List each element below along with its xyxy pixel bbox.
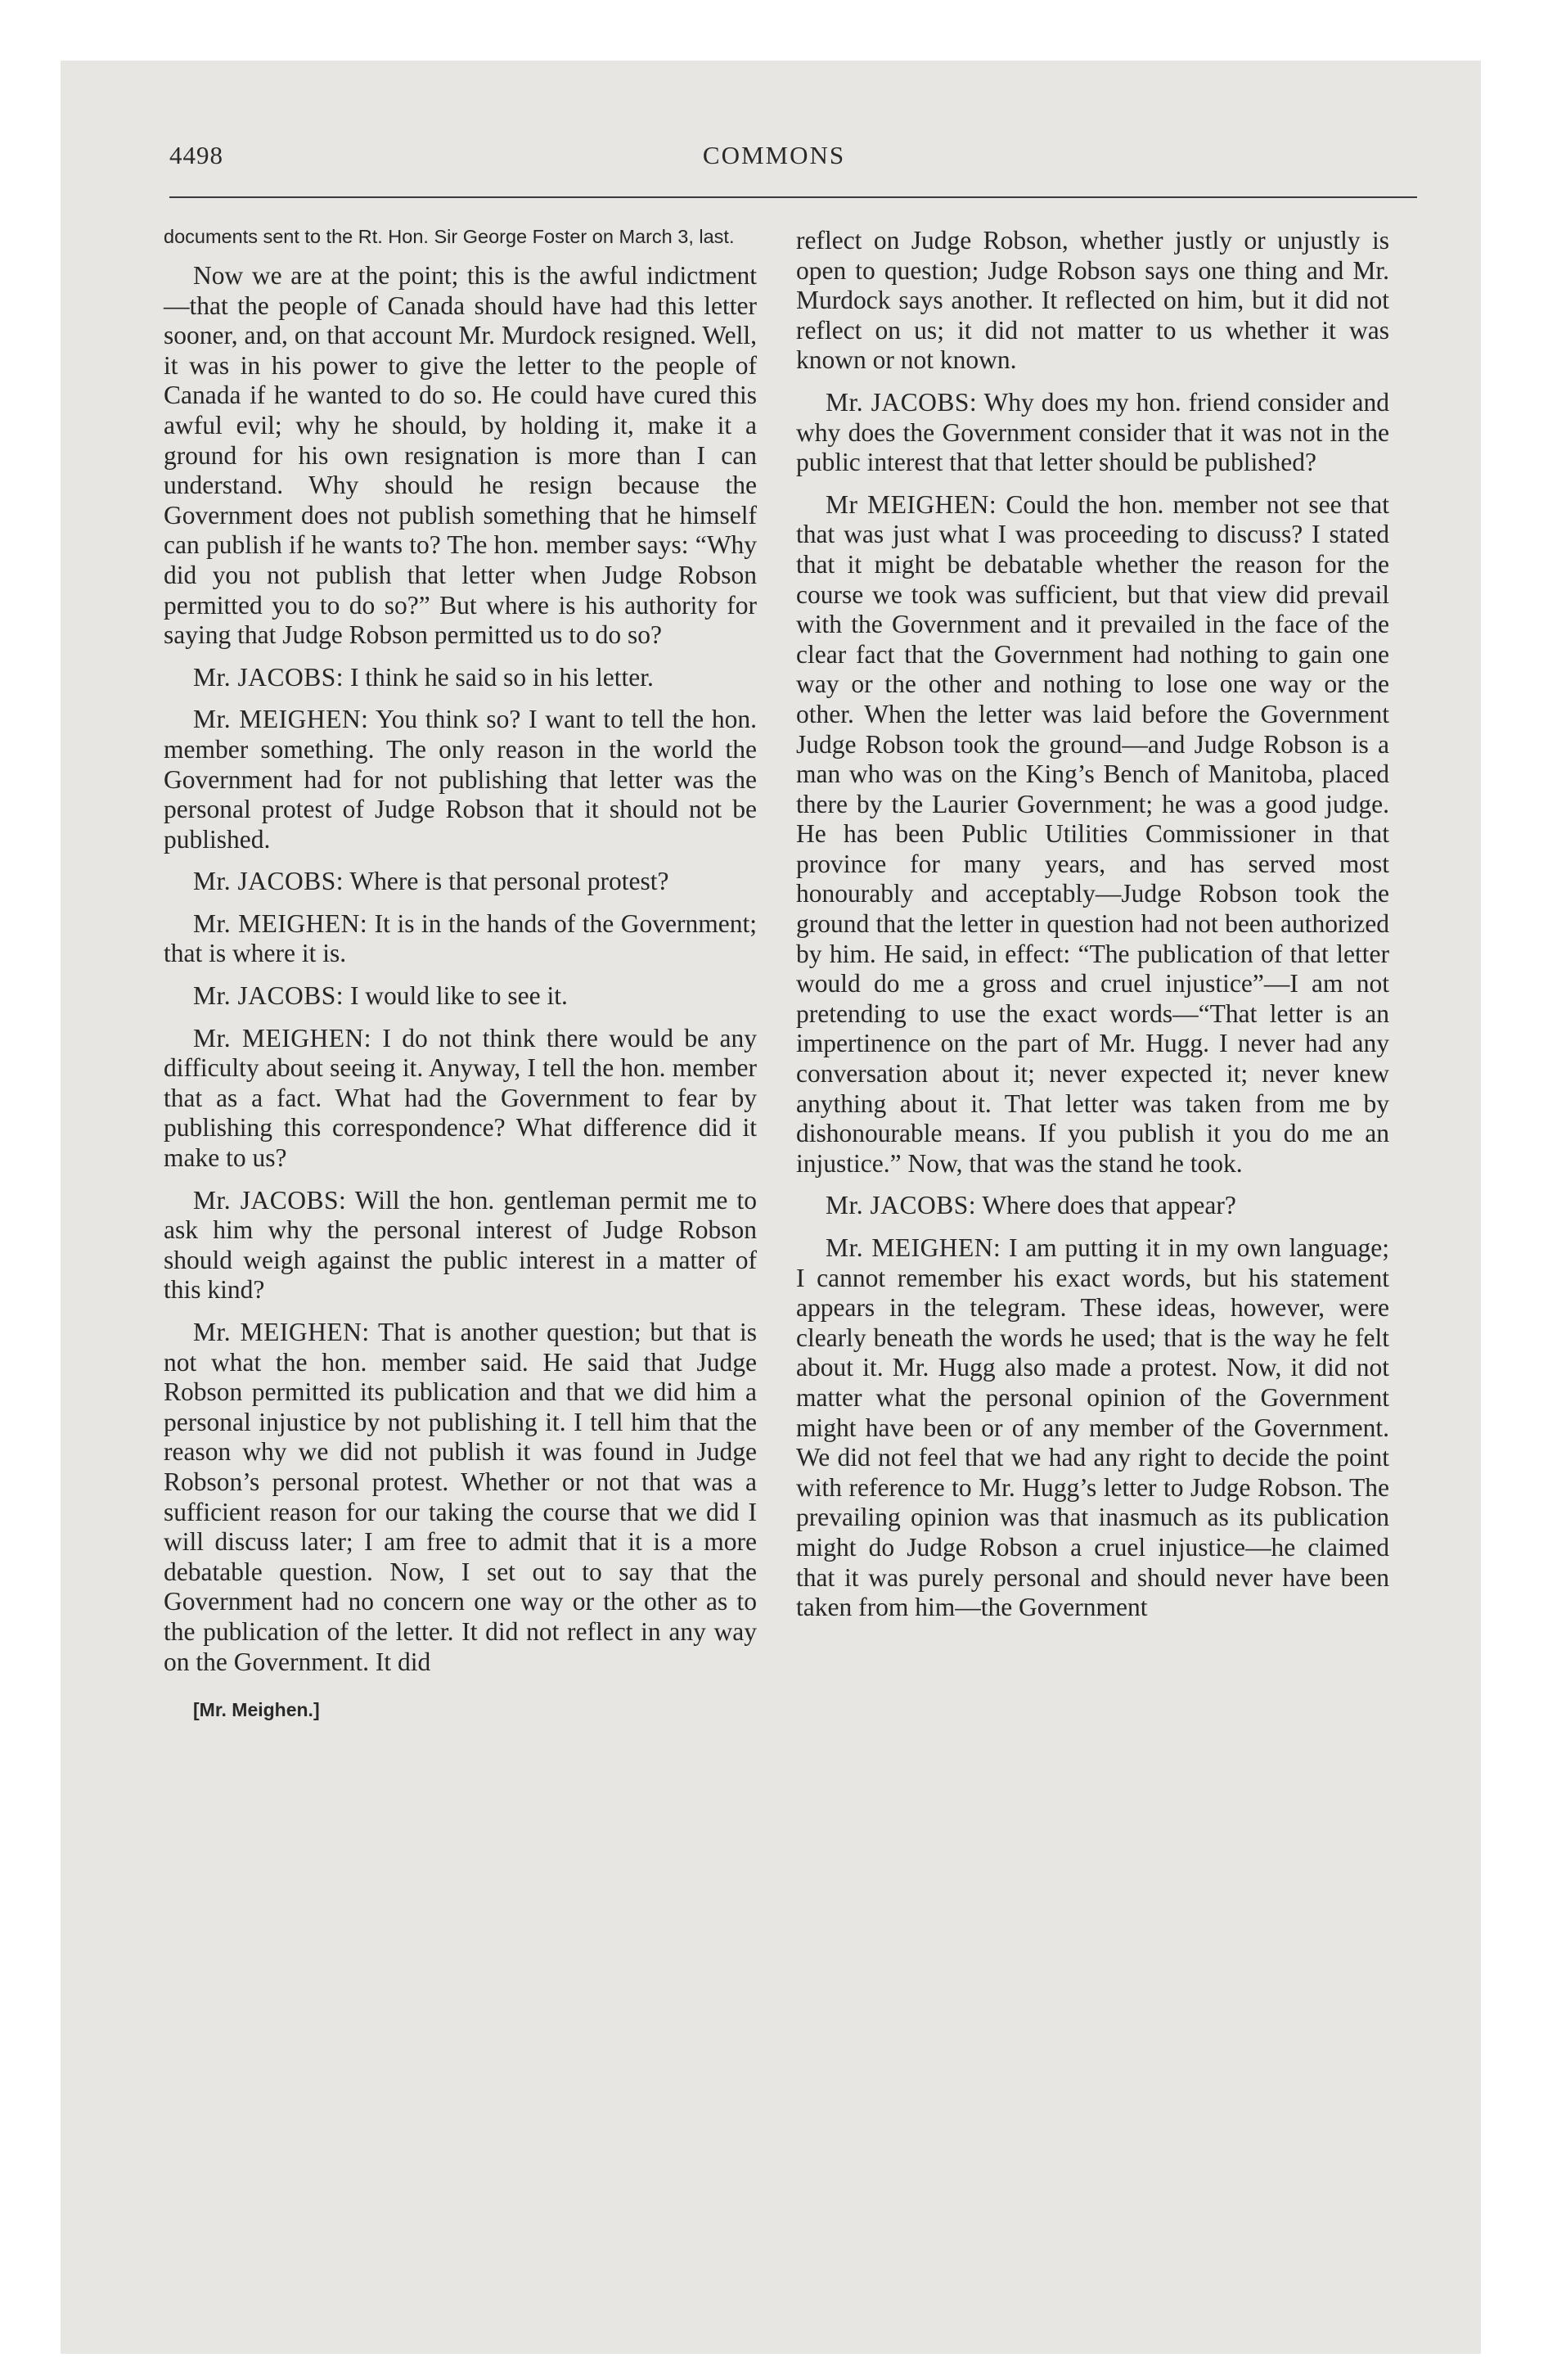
speech-paragraph (164, 867, 757, 897)
speech-text: Where is that personal protest? (349, 867, 669, 896)
speaker-name: Mr. MEIGHEN: (193, 908, 368, 938)
speaker-footer: [Mr. Meighen.] (193, 1699, 320, 1721)
speaker-name: Mr. MEIGHEN: (193, 705, 369, 734)
speaker-name: Mr MEIGHEN: (826, 489, 997, 519)
left-column (164, 226, 757, 1725)
running-head: COMMONS (702, 141, 846, 169)
page-number: 4498 (169, 141, 223, 169)
speech-paragraph (164, 663, 757, 693)
speech-text: Could the hon. member not see that that was just what I was proceeding to discuss? I stated that it might be debatable whether the reason for the course we took was sufficient, but that view did prevail with the Government and it prevailed in the face of the clear fact that the Government had nothing to gain one way or the other and nothing to lose one way or the other. When the letter was laid before the Government Judge Robson took the ground—and Judge Robson is a man who was on the King’s Bench of Manitoba, placed there by the Laurier Government; he was a good judge. He has been Public Utilities Commissioner in that province for many years, and has served most honourably and acceptably—Judge Robson took the ground that the letter in question had not been authorized by him. He said, in effect: “The publication of that letter would do me a gross and cruel injustice”—I am not pretending to use the exact words—“That letter is an impertinence on the part of Mr. Hugg. I never had any conversation about it; never expected it; never knew anything about it. That letter was taken from me by dishonourable means. If you publish it you do me an injustice.” Now, that was the stand he took. (796, 489, 1389, 1178)
speech-text: I would like to see it. (349, 981, 568, 1011)
speech-paragraph (164, 909, 757, 969)
speaker-name: Mr. JACOBS: (826, 387, 978, 417)
speech-text: I am putting it in my own language; I cannot remember his exact words, but his statement appears in the telegram. These ideas, however, were clearly beneath the words he used; that is the way he felt about it. Mr. Hugg also made a protest. Now, it did not matter what the personal opinion of the Government might have been or of any member of the Government. We did not feel that we had any right to decide the point with reference to Mr. Hugg’s letter to Judge Robson. The prevailing opinion was that inasmuch as its publication might do Judge Robson a cruel injustice—he claimed that it was purely personal and should never have been taken from him—the Government (796, 1233, 1389, 1622)
speech-text: Where does that appear? (982, 1191, 1236, 1220)
speaker-name: Mr. MEIGHEN: (193, 1023, 371, 1053)
speech-paragraph (796, 490, 1389, 1179)
speaker-name: Mr. MEIGHEN: (193, 1318, 370, 1346)
speech-paragraph (164, 1318, 757, 1677)
speaker-name: Mr. JACOBS: (826, 1191, 977, 1220)
speech-text: I think he said so in his letter. (349, 662, 654, 692)
speech-text: Why does my hon. friend consider and why does the Government consider that it was not in the public interest that that letter should be published? (796, 387, 1389, 477)
speech-text: It is in the hands of the Government; that is where it is. (164, 908, 757, 968)
speech-text: You think so? I want to tell the hon. member something. The only reason in the world the Government had for not publishing that letter was the personal protest of Judge Robson that it should not be published. (164, 705, 757, 854)
speech-paragraph (164, 705, 757, 854)
paragraph: reflect on Judge Robson, whether justly or unjustly is open to question; Judge Robson says one thing and Mr. Murdock says another. It reflected on him, but it did not reflect on us; it did not matter to us whether it was known or not known. (796, 226, 1389, 375)
speaker-name: Mr. JACOBS: (193, 867, 344, 896)
speaker-name: Mr. JACOBS: (193, 981, 344, 1011)
intro-paragraph: documents sent to the Rt. Hon. Sir George Foster on March 3, last. (164, 226, 735, 247)
speaker-name: Mr. JACOBS: (193, 1185, 347, 1215)
speech-paragraph (164, 981, 757, 1012)
speech-paragraph (164, 1024, 757, 1174)
speech-paragraph (164, 1186, 757, 1305)
speech-paragraph (796, 388, 1389, 478)
paragraph: Now we are at the point; this is the awful indictment—that the people of Canada should have had this letter sooner, and, on that account Mr. Murdock resigned. Well, it was in his power to give the letter to the people of Canada if he wanted to do so. He could have cured this awful evil; why he should, by holding it, make it a ground for his own resignation is more than I can understand. Why should he resign because the Government does not publish something that he himself can publish if he wants to? The hon. member says: “Why did you not publish that letter when Judge Robson permitted you to do so?” But where is his authority for saying that Judge Robson permitted us to do so? (164, 261, 757, 650)
speech-text: That is another question; but that is not what the hon. member said. He said that Judge Robson permitted its publication and that we did him a personal injustice by not publishing it. I tell him that the reason why we did not publish it was found in Judge Robson’s personal protest. Whether or not that was a sufficient reason for our taking the course that we did I will discuss later; I am free to admit that it is a more debatable question. Now, I set out to say that the Government had no concern one way or the other as to the publication of the letter. It did not reflect in any way on the Government. It did (164, 1318, 757, 1676)
right-column (796, 226, 1389, 1635)
speaker-name: Mr. MEIGHEN: (826, 1233, 1001, 1262)
header-rule (169, 196, 1417, 198)
speech-text: Will the hon. gentleman permit me to ask him why the personal interest of Judge Robson should weigh against the public interest in a matter of this kind? (164, 1185, 757, 1305)
speech-paragraph (796, 1191, 1389, 1221)
speech-paragraph (796, 1233, 1389, 1623)
speaker-name: Mr. JACOBS: (193, 662, 344, 692)
speech-text: I do not think there would be any difficulty about seeing it. Anyway, I tell the hon. member that as a fact. What had the Government to fear by publishing this correspondence? What difference did it make to us? (164, 1023, 757, 1173)
